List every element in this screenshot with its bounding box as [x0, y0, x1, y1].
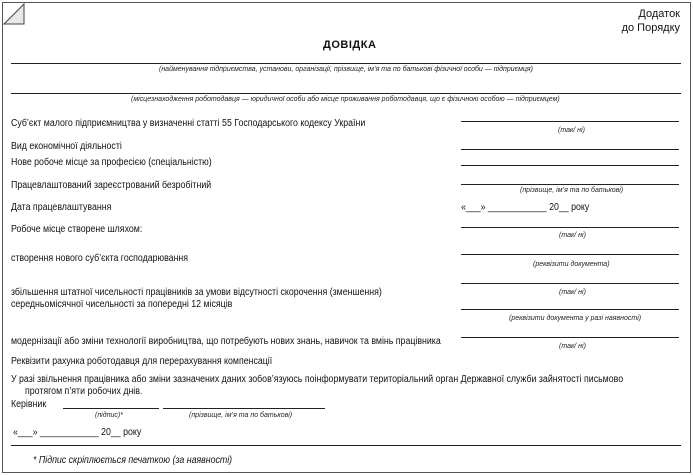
org-name-caption: (найменування підприємства, установи, організації, прізвище, ім’я та по батькові фізичної особи — підприємця) — [159, 66, 533, 73]
signature-line[interactable] — [63, 408, 159, 409]
footnote-separator — [11, 445, 681, 446]
modernization-label: модернізації або зміни технології виробництва, що потребують нових знань, навичок та вмінь працівника — [11, 336, 441, 347]
sign-date-value[interactable]: «___» ____________ 20__ року — [13, 427, 142, 438]
head-label: Керівник — [11, 399, 47, 410]
staff-increase-caption: (так/ ні) — [559, 289, 586, 296]
activity-input-line[interactable] — [461, 149, 679, 150]
head-name-caption: (прізвище, ім’я та по батькові) — [189, 412, 293, 419]
modernization-input-line[interactable] — [461, 337, 679, 338]
staff-increase-label-2: середньомісячної чисельності за попередні 12 місяців — [11, 299, 233, 310]
employment-date-value[interactable]: «___» ____________ 20__ року — [461, 202, 590, 213]
registered-unemployed-label: Працевлаштований зареєстрований безробітний — [11, 180, 212, 191]
appendix-note — [622, 7, 680, 35]
employment-date-label: Дата працевлаштування — [11, 202, 112, 213]
signature-caption: (підпис)* — [95, 412, 123, 419]
page-title: ДОВІДКА — [323, 39, 377, 51]
subject-caption: (так/ ні) — [558, 127, 585, 134]
appendix-line2: до Порядку — [621, 22, 680, 34]
activity-label: Вид економічної діяльності — [11, 141, 122, 152]
head-name-line[interactable] — [163, 408, 325, 409]
footnote: * Підпис скріплюється печаткою (за наявності) — [33, 455, 233, 466]
subject-label: Суб’єкт малого підприємництва у визначенні статті 55 Господарського кодексу України — [11, 118, 366, 129]
org-name-line[interactable] — [11, 63, 681, 64]
appendix-line1: Додаток — [638, 8, 680, 20]
created-by-label: Робоче місце створене шляхом: — [11, 224, 143, 235]
staff-increase-doc-line[interactable] — [461, 309, 679, 310]
account-details-label: Реквізити рахунка роботодавця для перерахування компенсації — [11, 356, 273, 367]
obligation-text-2: протягом п’яти робочих днів. — [25, 386, 143, 397]
subject-input-line[interactable] — [461, 121, 679, 122]
new-entity-label: створення нового суб’єкта господарювання — [11, 253, 189, 264]
folded-corner-icon — [3, 3, 27, 27]
location-caption: (місцезнаходження роботодавця — юридичної особи або місце проживання роботодавця, що є фізичною особою — підприємцем) — [131, 96, 560, 103]
staff-increase-input-line[interactable] — [461, 283, 679, 284]
obligation-text-1: У разі звільнення працівника або зміни зазначених даних зобов’язуюсь поінформувати територіальний орган Державної служби зайнятості письмово — [11, 374, 624, 385]
created-by-caption: (так/ ні) — [559, 232, 586, 239]
staff-increase-label-1: збільшення штатної чисельності працівників за умови відсутності скорочення (зменшення) — [11, 287, 382, 298]
new-workplace-label: Нове робоче місце за професією (спеціальністю) — [11, 157, 212, 168]
new-entity-caption: (реквізити документа) — [533, 261, 610, 268]
registered-unemployed-caption: (прізвище, ім’я та по батькові) — [520, 187, 624, 194]
new-workplace-input-line[interactable] — [461, 165, 679, 166]
registered-unemployed-input-line[interactable] — [461, 184, 679, 185]
modernization-caption: (так/ ні) — [559, 343, 586, 350]
certificate-form — [2, 2, 691, 473]
new-entity-doc-line[interactable] — [461, 254, 679, 255]
staff-increase-doc-caption: (реквізити документа у разі наявності) — [509, 315, 642, 322]
created-by-input-line[interactable] — [461, 227, 679, 228]
location-line[interactable] — [11, 93, 681, 94]
